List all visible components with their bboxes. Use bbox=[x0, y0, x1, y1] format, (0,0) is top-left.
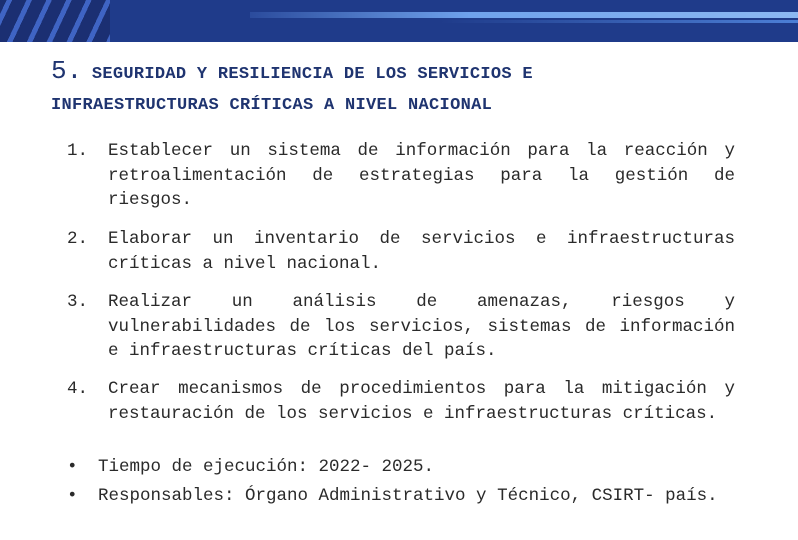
list-item-number: 3. bbox=[67, 292, 89, 312]
section-number: 5. bbox=[51, 56, 83, 86]
list-item-text: Elaborar un inventario de servicios e infraestructuras críticas a nivel nacional. bbox=[108, 229, 735, 274]
list-item-text: Establecer un sistema de información para la reacción y retroalimentación de estrategias para la gestión de riesgos. bbox=[108, 141, 735, 210]
section-title-line2: INFRAESTRUCTURAS CRÍTICAS A NIVEL NACIONAL bbox=[51, 96, 493, 115]
section-title bbox=[51, 56, 771, 121]
banner-light-streak-secondary bbox=[440, 20, 798, 23]
bullet-symbol: • bbox=[67, 486, 78, 506]
bullet-symbol: • bbox=[67, 457, 78, 477]
list-item bbox=[67, 227, 735, 276]
section-title-line1: SEGURIDAD Y RESILIENCIA DE LOS SERVICIOS E bbox=[91, 65, 533, 84]
list-item-number: 2. bbox=[67, 229, 89, 249]
list-item-text: Crear mecanismos de procedimientos para la mitigación y restauración de los servicios e infraestructuras críticas. bbox=[108, 379, 735, 424]
header-banner bbox=[0, 0, 798, 42]
list-item-number: 1. bbox=[67, 141, 89, 161]
bullet-text-responsibles: Responsables: Órgano Administrativo y Técnico, CSIRT- país. bbox=[98, 486, 718, 506]
banner-stripes-decoration bbox=[0, 0, 110, 42]
bullet-text-execution-time: Tiempo de ejecución: 2022- 2025. bbox=[98, 457, 435, 477]
list-item bbox=[67, 290, 735, 364]
bullet-item bbox=[67, 455, 735, 480]
banner-light-streak bbox=[250, 12, 798, 18]
list-item-text: Realizar un análisis de amenazas, riesgos y vulnerabilidades de los servicios, sistemas de información e infraestructuras críticas del país. bbox=[108, 292, 735, 361]
list-item bbox=[67, 139, 735, 213]
bullet-item bbox=[67, 484, 735, 509]
list-item-number: 4. bbox=[67, 379, 89, 399]
list-item bbox=[67, 377, 735, 426]
